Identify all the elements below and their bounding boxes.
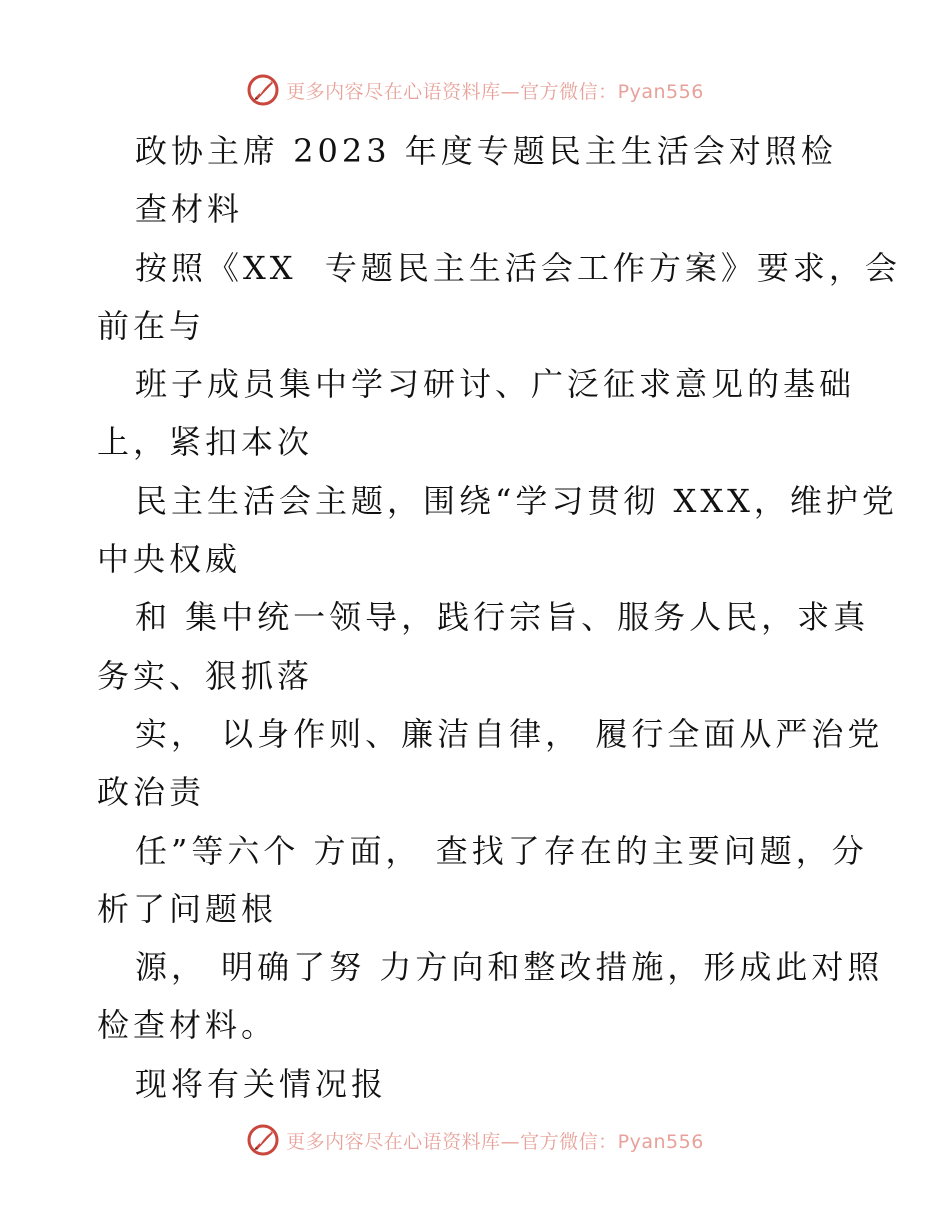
document-body (97, 122, 901, 1113)
paragraph-line: 务实、狠抓落 (97, 656, 314, 695)
quill-pen-logo-icon (246, 73, 280, 107)
paragraph-line: 政治责 (97, 773, 206, 812)
paragraph-line: 源， 明确了努 力方向和整改措施，形成此对照 (135, 948, 884, 987)
paragraph-line: 现将有关情况报 (135, 1064, 388, 1103)
quill-pen-logo-icon (246, 1123, 280, 1157)
title-line-1: 政协主席 2023 年度专题民主生活会对照检 (135, 132, 837, 170)
paragraph-line: 班子成员集中学习研讨、广泛征求意见的基础 (135, 365, 856, 404)
paragraph-line: 前在与 (97, 306, 206, 345)
footer-banner (0, 1120, 950, 1160)
header-banner-text: 更多内容尽在心语资料库—官方微信：Pyan556 (286, 80, 704, 103)
paragraph-line: 析了问题根 (97, 889, 278, 928)
paragraph-line: 和 集中统一领导，践行宗旨、服务人民，求真 (135, 598, 870, 637)
paragraph-line: 上，紧扣本次 (97, 423, 314, 462)
footer-banner-text: 更多内容尽在心语资料库—官方微信：Pyan556 (286, 1130, 704, 1153)
header-banner (0, 70, 950, 110)
paragraph-line: 检查材料。 (97, 1006, 278, 1045)
paragraph-line: 按照《XX 专题民主生活会工作方案》要求，会 (135, 248, 901, 287)
paragraph-line: 实， 以身作则、廉洁自律， 履行全面从严治党 (135, 714, 884, 753)
paragraph-line: 民主生活会主题，围绕“学习贯彻 XXX，维护党 (135, 481, 898, 520)
paragraph-line: 中央权威 (97, 540, 242, 579)
paragraph-line: 任”等六个 方面， 查找了存在的主要问题，分 (135, 831, 868, 870)
title-line-2: 查材料 (135, 190, 244, 229)
